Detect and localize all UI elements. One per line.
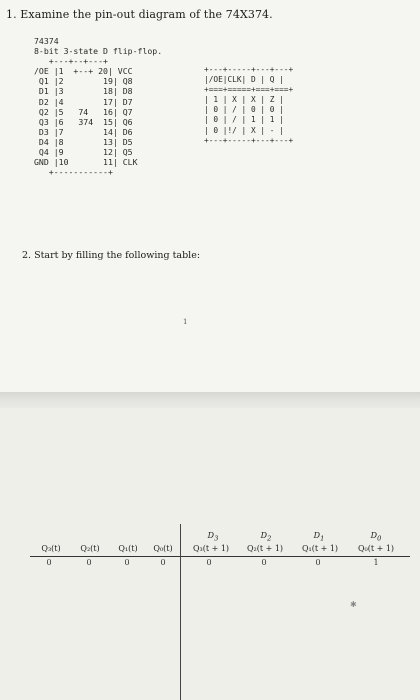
pinout-line: Q2 |5 74 16| Q7 xyxy=(34,106,133,117)
pinout-line: GND |10 11| CLK xyxy=(34,157,138,168)
function-table-line: |/OE|CLK| D | Q | xyxy=(204,75,284,85)
table-header-rule xyxy=(30,556,410,557)
header-q3-t1: Q₃(t + 1) xyxy=(192,544,230,553)
function-table xyxy=(204,65,293,146)
cell-q1-t: 0 xyxy=(124,558,130,567)
pinout-diagram xyxy=(34,36,162,177)
table-column-divider xyxy=(180,524,181,700)
question-1-text: 1. Examine the pin-out diagram of the 74X374. xyxy=(6,8,273,21)
header-q2-t1: Q₂(t + 1) xyxy=(246,544,284,553)
function-table-line: +---+-----+---+---+ xyxy=(204,135,294,145)
pencil-mark: ✱ xyxy=(350,600,357,609)
function-table-line: | 1 | X | X | Z | xyxy=(204,95,284,105)
cell-q0-t1: 1 xyxy=(373,558,379,567)
pinout-line: D4 |8 13| D5 xyxy=(34,136,133,147)
pinout-line: Q1 |2 19| Q8 xyxy=(34,76,133,87)
function-table-line: +===+=====+===+===+ xyxy=(204,85,294,95)
header-q1-t1: Q₁(t + 1) xyxy=(301,544,339,553)
pinout-line: D3 |7 14| D6 xyxy=(34,126,133,137)
pinout-line: +-----------+ xyxy=(34,167,113,178)
pinout-line: +---+--+---+ xyxy=(34,56,108,67)
page-number: 1 xyxy=(183,318,188,326)
d3-label: $D_3$ xyxy=(207,531,219,543)
pinout-line: Q3 |6 374 15| Q6 xyxy=(34,116,133,127)
pinout-line: /OE |1 +--+ 20| VCC xyxy=(34,66,133,77)
d0-label: $D_0$ xyxy=(370,531,382,543)
function-table-line: | 0 |!/ | X | - | xyxy=(204,125,284,135)
header-q3-t: Q₃(t) xyxy=(41,544,61,553)
cell-q2-t: 0 xyxy=(86,558,92,567)
table-row xyxy=(0,558,420,570)
cell-q0-t: 0 xyxy=(160,558,166,567)
function-table-line: | 0 | / | 1 | 1 | xyxy=(204,115,284,125)
pinout-line: D1 |3 18| D8 xyxy=(34,86,133,97)
page-divider xyxy=(0,392,420,408)
state-table-header xyxy=(0,544,420,556)
question-2-text: 2. Start by filling the following table: xyxy=(22,250,201,261)
function-table-line: | 0 | / | 0 | 0 | xyxy=(204,105,284,115)
d1-label: $D_1$ xyxy=(313,531,325,543)
pinout-line: 74374 xyxy=(34,36,59,46)
pinout-line: D2 |4 17| D7 xyxy=(34,96,133,107)
cell-q1-t1: 0 xyxy=(315,558,321,567)
header-q0-t: Q₀(t) xyxy=(153,544,173,553)
pinout-line: 8-bit 3-state D flip-flop. xyxy=(34,46,163,57)
header-q2-t: Q₂(t) xyxy=(80,544,100,553)
header-q1-t: Q₁(t) xyxy=(118,544,138,553)
d2-label: $D_2$ xyxy=(260,531,272,543)
cell-q2-t1: 0 xyxy=(261,558,267,567)
cell-q3-t1: 0 xyxy=(206,558,212,567)
flip-flop-input-labels xyxy=(0,531,420,543)
cell-q3-t: 0 xyxy=(46,558,52,567)
pinout-line: Q4 |9 12| Q5 xyxy=(34,147,133,158)
header-q0-t1: Q₀(t + 1) xyxy=(357,544,395,553)
function-table-line: +---+-----+---+---+ xyxy=(204,65,294,74)
